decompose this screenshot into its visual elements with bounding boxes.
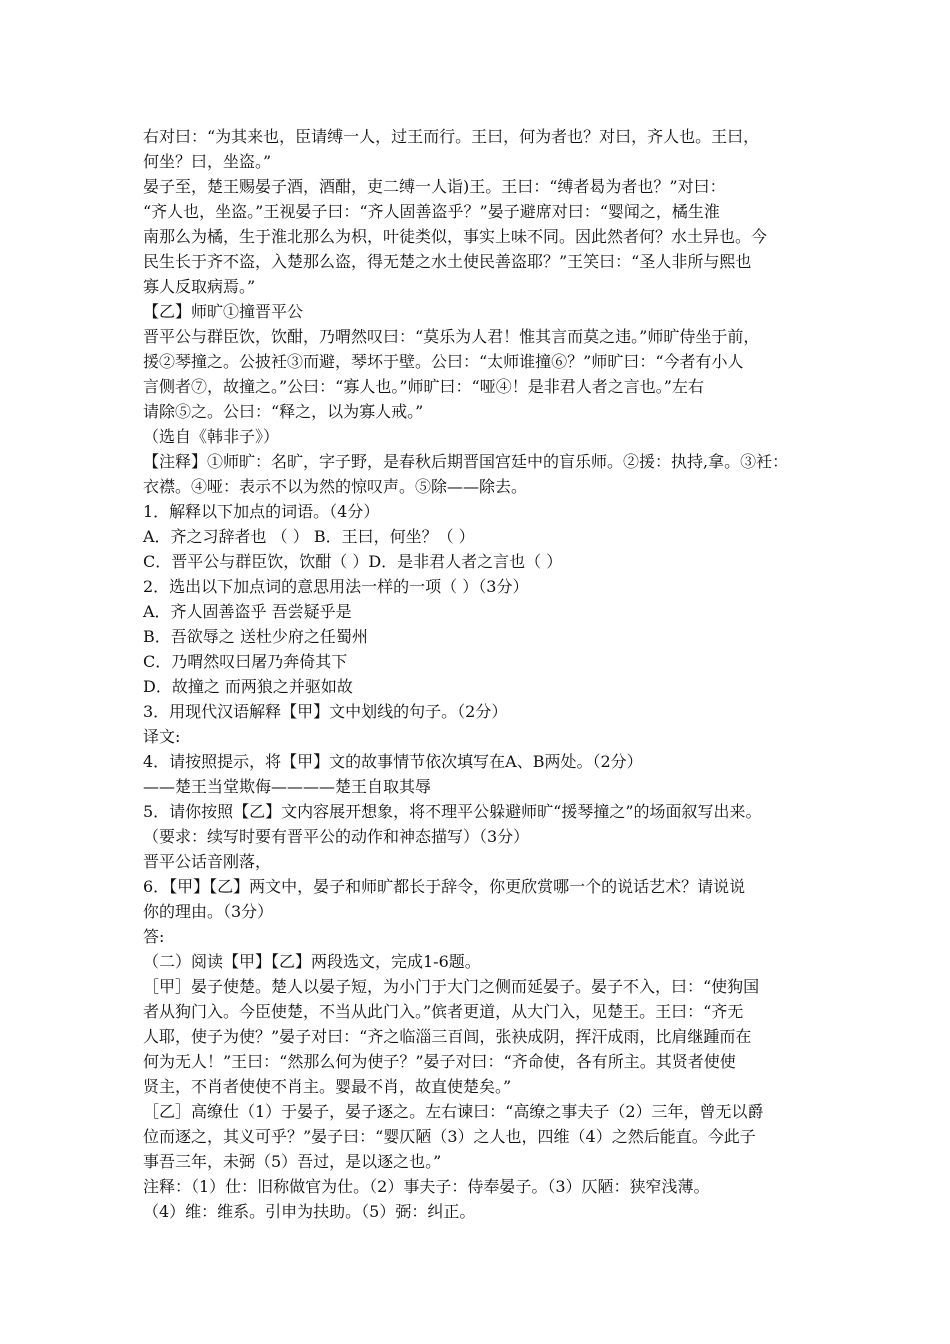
answer-label: 答:	[143, 927, 165, 946]
text-line: 晏子至，楚王赐晏子酒，酒酣，吏二缚一人诣)王。王曰：“缚者曷为者也？”对曰：	[143, 177, 726, 196]
annotation-line: 衣襟。④哑：表示不以为然的惊叹声。⑤除——除去。	[143, 477, 528, 496]
question-line: 1．解释以下加点的词语。（4分）	[143, 502, 380, 521]
text-line: 援②琴撞之。公披衽③而避，琴坏于壁。公曰：“太师谁撞⑥？”师旷曰：“今者有小人	[143, 352, 744, 371]
text-line: “齐人也，坐盗。”王视晏子曰：“齐人固善盗乎？”晏子避席对曰：“婴闻之，橘生淮	[143, 202, 720, 221]
question-line: 4．请按照提示，将【甲】文的故事情节依次填写在A、B两处。（2分）	[143, 752, 643, 771]
document-body	[143, 124, 833, 1224]
text-line: ［甲］晏子使楚。楚人以晏子短，为小门于大门之侧而延晏子。晏子不入，曰：“使狗国	[143, 977, 760, 996]
text-line: 贤主，不肖者使使不肖主。婴最不肖，故直使楚矣。”	[143, 1077, 512, 1096]
text-line: 何坐？曰，坐盗。”	[143, 152, 272, 171]
text-line: 事吾三年，未弼（5）吾过，是以逐之也。”	[143, 1152, 442, 1171]
section-heading: 【乙】师旷①撞晋平公	[143, 302, 304, 321]
question-line: （要求：续写时要有晋平公的动作和神态描写）（3分）	[143, 827, 530, 846]
option-line: A．齐人固善盗乎 吾尝疑乎是	[143, 602, 352, 621]
annotation-line: （4）维：维系。引申为扶助。（5）弼：纠正。	[143, 1202, 476, 1221]
text-line: 言侧者⑦，故撞之。”公曰：“寡人也。”师旷曰：“哑④！是非君人者之言也。”左右	[143, 377, 704, 396]
question-line: C．晋平公与群臣饮，饮酣（ ）D．是非君人者之言也（ ）	[143, 552, 563, 571]
question-line: 你的理由。（3分）	[143, 902, 274, 921]
source-note: （选自《韩非子》）	[143, 427, 280, 446]
option-line: C．乃喟然叹曰屠乃奔倚其下	[143, 652, 348, 671]
section-heading: （二）阅读【甲】【乙】两段选文，完成1-6题。	[143, 952, 481, 971]
text-line: 位而逐之，其义可乎？”晏子曰：“婴仄陋（3）之人也，四维（4）之然后能直。今此子	[143, 1127, 756, 1146]
text-line: 右对曰：“为其来也，臣请缚一人，过王而行。王曰，何为者也？对曰，齐人也。王曰，	[143, 127, 760, 146]
text-line: 南那么为橘，生于淮北那么为枳，叶徒类似，事实上味不同。因此然者何？水土异也。今	[143, 227, 768, 246]
annotation-line: 【注释】①师旷：名旷，字子野，是春秋后期晋国宫廷中的盲乐师。②援：执持,拿。③衽：	[143, 452, 789, 471]
annotation-line: 注释：（1）仕：旧称做官为仕。（2）事夫子：侍奉晏子。（3）仄陋：狭窄浅薄。	[143, 1177, 710, 1196]
text-line: ——楚王当堂欺侮————楚王自取其辱	[143, 777, 432, 796]
text-line: 晋平公与群臣饮，饮酣，乃喟然叹曰：“莫乐为人君！惟其言而莫之违。”师旷侍坐于前，	[143, 327, 760, 346]
question-line: 3．用现代汉语解释【甲】文中划线的句子。（2分）	[143, 702, 508, 721]
option-line: B．吾欲辱之 送杜少府之任蜀州	[143, 627, 368, 646]
question-line: A．齐之习辞者也 （ ） B．王曰，何坐？（ ）	[143, 527, 475, 546]
text-line: 请除⑤之。公曰：“释之，以为寡人戒。”	[143, 402, 424, 421]
text-line: 民生长于齐不盗，入楚那么盗，得无楚之水土使民善盗耶？”王笑曰：“圣人非所与熙也	[143, 252, 752, 271]
option-line: D．故撞之 而两狼之并驱如故	[143, 677, 353, 696]
text-line: 者从狗门入。今臣使楚，不当从此门入。”傧者更道，从大门入，见楚王。王曰：“齐无	[143, 1002, 744, 1021]
text-line: 寡人反取病焉。”	[143, 277, 256, 296]
text-line: 何为无人！”王曰：“然那么何为使子？”晏子对曰：“齐命使，各有所主。其贤者使使	[143, 1052, 736, 1071]
text-line: 人耶，使子为使？”晏子对曰：“齐之临淄三百闾，张袂成阴，挥汗成雨，比肩继踵而在	[143, 1027, 752, 1046]
answer-label: 译文:	[143, 727, 181, 746]
question-line: 2．选出以下加点词的意思用法一样的一项（ ）（3分）	[143, 577, 529, 596]
text-line: ［乙］高缭仕（1）于晏子，晏子逐之。左右谏曰：“高缭之事夫子（2）三年，曾无以爵	[143, 1102, 764, 1121]
text-line: 晋平公话音刚落，	[143, 852, 272, 871]
question-line: 5．请你按照【乙】文内容展开想象，将不理平公躲避师旷“援琴撞之”的场面叙写出来。	[143, 802, 762, 821]
question-line: 6．【甲】【乙】两文中，晏子和师旷都长于辞令，你更欣赏哪一个的说话艺术？请说说	[143, 877, 746, 896]
